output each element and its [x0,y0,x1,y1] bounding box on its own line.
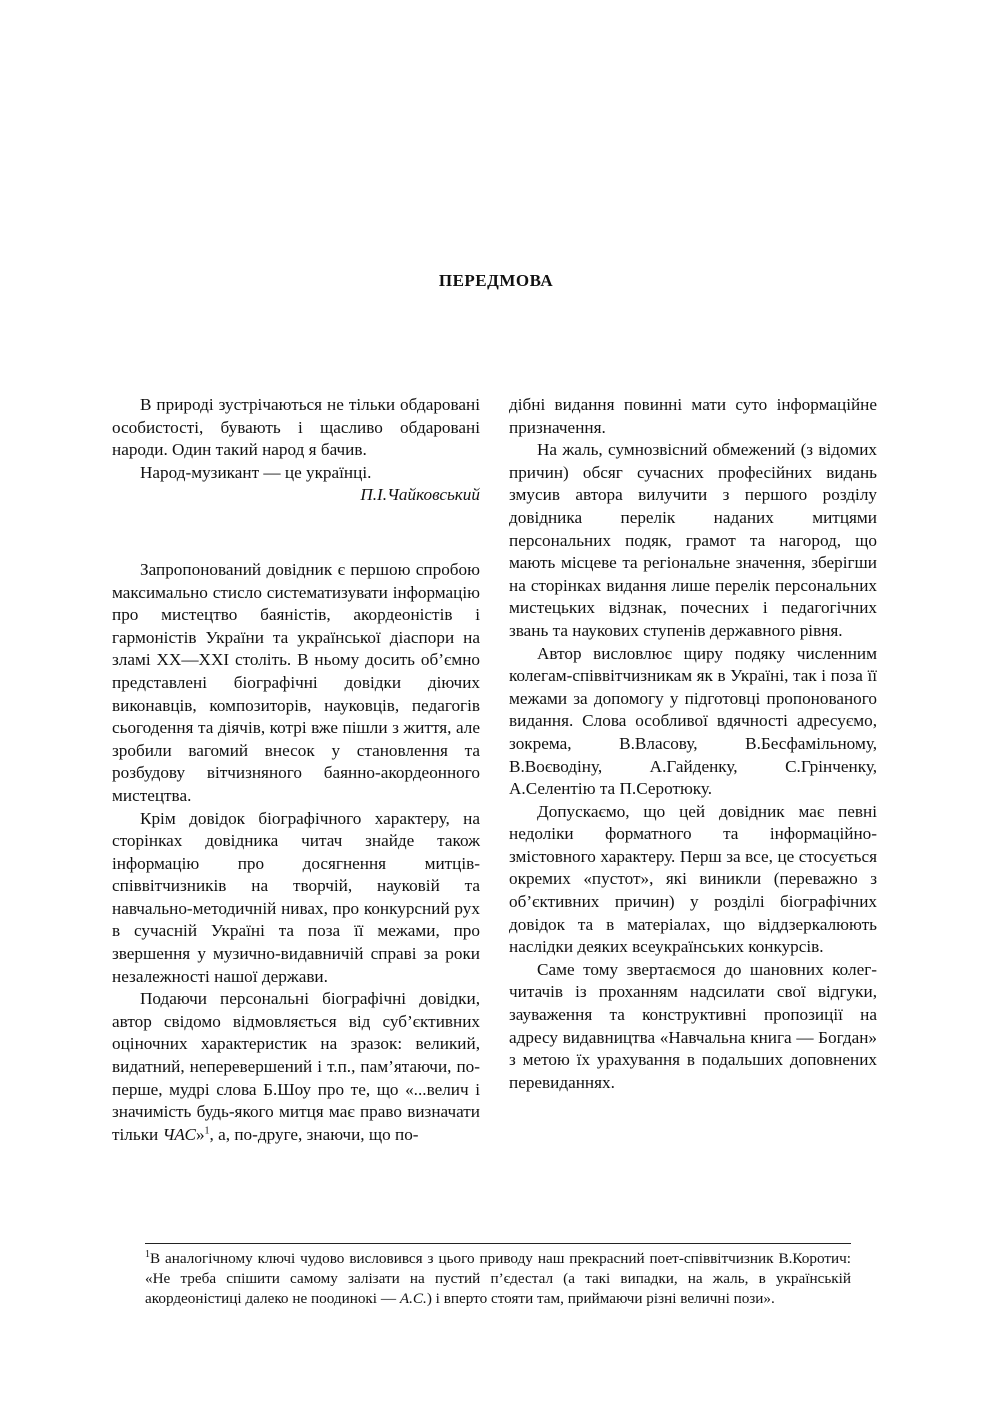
footnote-ref[interactable]: 1 [204,1125,210,1137]
paragraph: На жаль, сумнозвісний обмежений (з відомих причин) обсяг сучасних професійних видань змусив автора вилучити з першого розділу довідника перелік наданих митцями персональних подяк, грамот та нагород, що мають місцеве та регіональне значення, зберігши на сторінках видання лише перелік персональних мистецьких відзнак, почесних і педагогічних звань та наукових ступенів державного рівня. [509,440,877,640]
paragraph: Запропонований довідник є першою спробою максимально стисло систематизувати інформацію про мистецтво баяністів, акордеоністів і гармоністів України та української діаспори на зламі ХХ—ХХІ століть. В ньому досить об’ємно представлені біографічні довідки діючих виконавців, композиторів, науковців, педагогів сьогодення та діячів, котрі вже пішли з життя, але зробили вагомий внесок у становлення та розбудову вітчизняного баянно-акордеонного мистецтва. [112,559,480,805]
paragraph: Крім довідок біографічного характеру, на сторінках довідника читач знайде також інформацію про досягнення митців-співвітчизників на творчій, науковій та навчально-методичній нивах, про конкурсний рух в сучасній Україні та поза її межами, про звершення у музично-видавничій справі за роки незалежності нашої держави. [112,808,480,986]
paragraph: Допускаємо, що цей довідник має певні недоліки форматного та інформаційно-змістовного характеру. Перш за все, це стосується окремих «пустот», які виникли (переважно з об’єктивних причин) у розділі біографічних довідок та в матеріалах, що віддзеркалюють наслідки деяких всеукраїнських конкурсів. [509,801,877,957]
quote-close: » [195,1124,205,1144]
emphasis-text: А.С. [399,1290,427,1307]
paragraph: дібні видання повинні мати суто інформаційне призначення. [509,395,877,437]
paragraph: Автор висловлює щиру подяку численним колегам-співвітчизникам як в Україні, так і поза її межами за допомогу у підготовці пропонованого видання. Слова особливої вдячності адресуємо, зокрема, В.Власову, В.Бесфамільному, В.Воєводіну, А.Гайденку, С.Грінченку, А.Селентію та П.Серотюку. [509,643,877,799]
paragraph [112,988,480,1146]
epigraph-text: Народ-музикант — це українці. [140,462,372,482]
footnote [145,1249,851,1309]
paragraph-text: , а, по-друге, знаючи, що по- [209,1124,419,1144]
footnote-body: ) і вперто стояти там, приймаючи різні величні пози». [426,1290,775,1307]
footnote-mark: 1 [145,1248,150,1260]
epigraph [112,394,480,507]
paragraph: Саме тому звертаємося до шановних колег-читачів із проханням надсилати свої відгуки, зауваження та конструктивні пропозиції на адресу видавництва «Навчальна книга — Богдан» з метою їх урахування в подальших доповнених перевиданнях. [509,959,877,1092]
footnote-text [145,1249,851,1309]
footnote-body: В аналогічному ключі чудово висловився з цього приводу наш прекрасний поет-співвітчизник В.Коротич: «Не треба спішити самому залізати на пустий п’єдестал (а такі випадки, на жаль, в українській акордеоністиці далеко не поодинокі — [145,1250,851,1307]
page-title: ПЕРЕДМОВА [438,271,554,290]
section-gap [112,507,480,559]
paragraph-text: Подаючи персональні біографічні довідки, автор свідомо відмовляється від суб’єктивних оціночних характеристик на зразок: великий, видатний, неперевершений і т.п., пам’ятаючи, по-перше, мудрі слова Б.Шоу про те, що «...велич і значимість будь-якого митця має право визначати тільки [112,989,480,1144]
footnote-divider [145,1243,851,1244]
emphasis-text: ЧАС [162,1124,196,1144]
epigraph-author: П.І.Чайковський [360,485,480,505]
left-column [112,394,480,1146]
epigraph-text: В природі зустрічаються не тільки обдаровані особистості, бувають і щасливо обдаровані народи. Один такий народ я бачив. [112,395,480,460]
right-column [509,394,877,1094]
